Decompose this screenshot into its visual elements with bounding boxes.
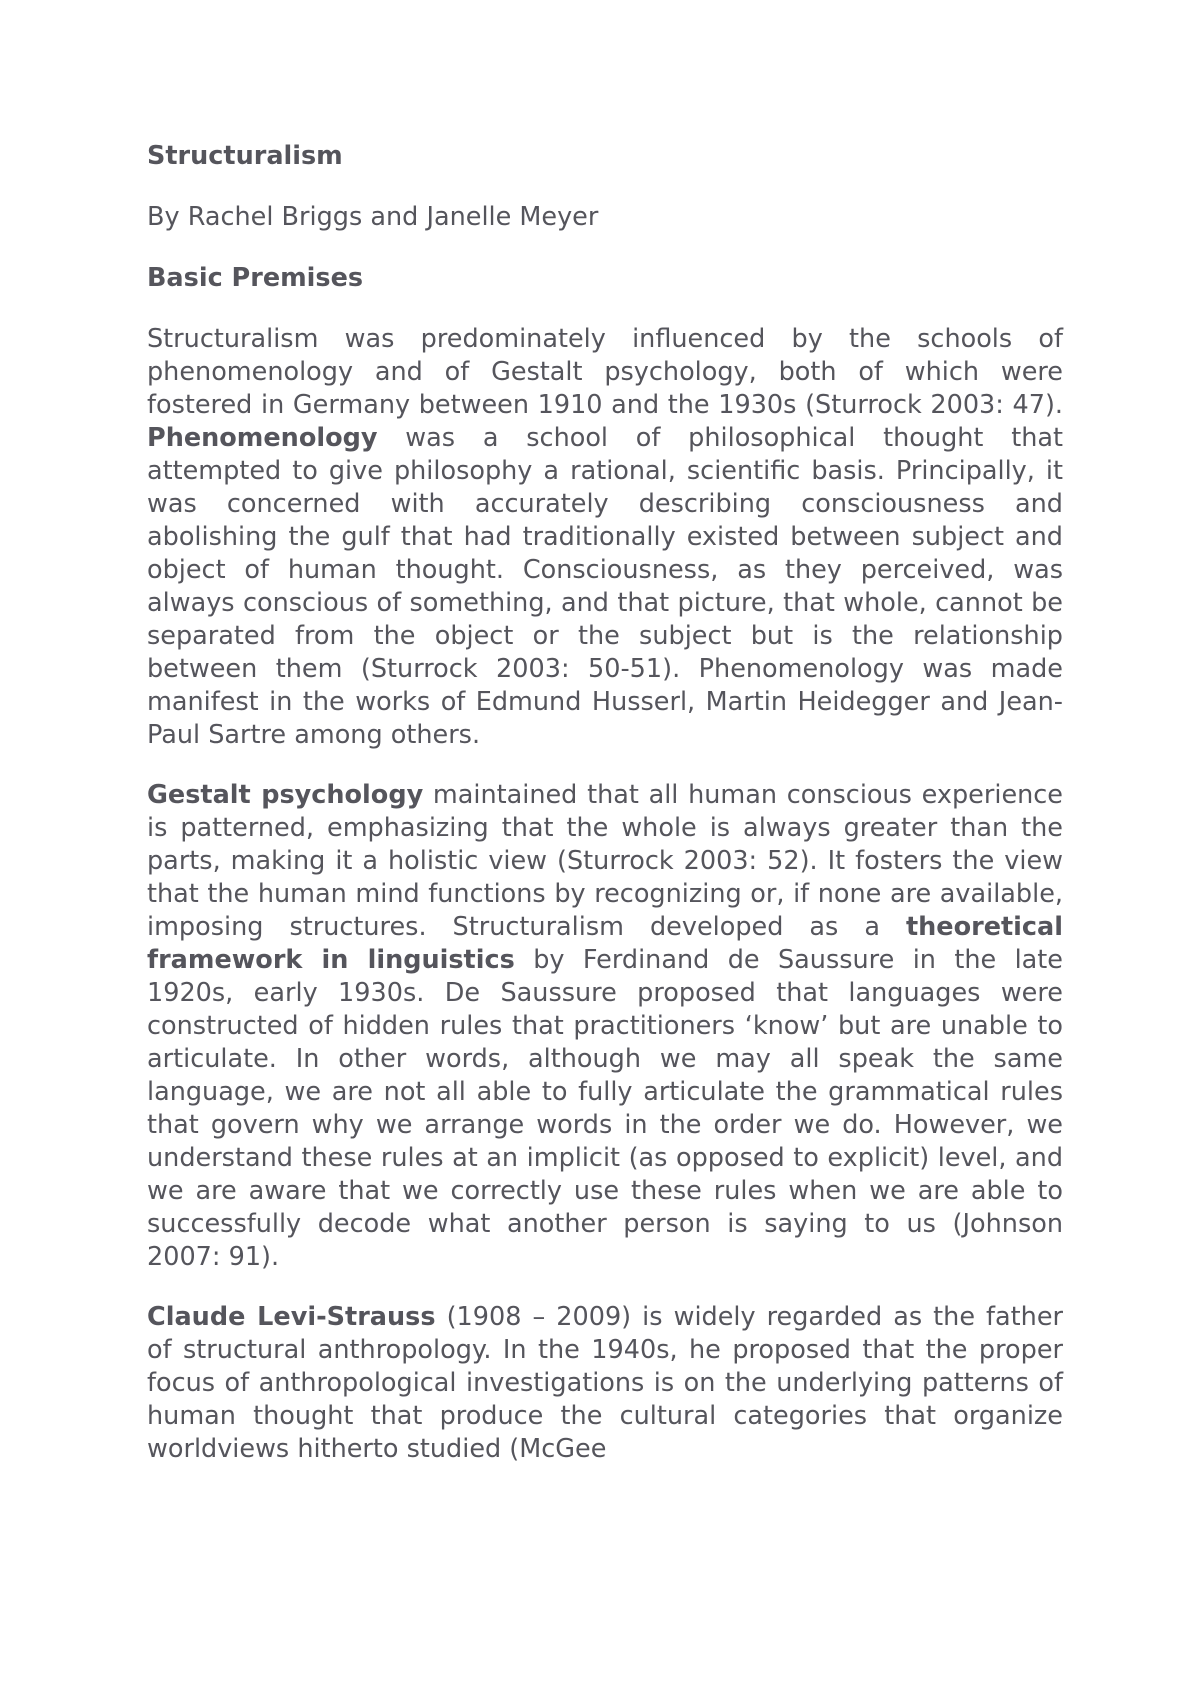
section-heading: Basic Premises: [147, 263, 364, 293]
bold-term-theoretical-framework: theoretical framework in linguistics: [147, 912, 1063, 975]
paragraph-gestalt: [147, 779, 1063, 1274]
document-byline: By Rachel Briggs and Janelle Meyer: [147, 202, 599, 232]
paragraph-levi-strauss: [147, 1301, 1063, 1466]
document-body: [147, 140, 1063, 1493]
paragraph-text: by Ferdinand de Saussure in the late 1920s, early 1930s. De Saussure proposed that languages were constructed of hidden rules that practitioners ‘know’ but are unable to articulate. In other words, although we may all speak the same language, we are not all able to fully articulate the grammatical rules that govern why we arrange words in the order we do. However, we understand these rules at an implicit (as opposed to explicit) level, and we are aware that we correctly use these rules when we are able to successfully decode what another person is saying to us (Johnson 2007: 91).: [147, 945, 1063, 1272]
bold-term-claude-levi-strauss: Claude Levi-Strauss: [147, 1302, 436, 1332]
paragraph-text: Structuralism was predominately influenced by the schools of phenomenology and of Gestalt psychology, both of which were fostered in Germany between 1910 and the 1930s (Sturrock 2003: 47).: [147, 324, 1063, 420]
bold-term-phenomenology: Phenomenology: [147, 423, 378, 453]
paragraph-text: maintained that all human conscious experience is patterned, emphasizing that the whole is always greater than the parts, making it a holistic view (Sturrock 2003: 52). It fosters the view that the human mind functions by recognizing or, if none are available, imposing structures. Structuralism developed as a: [147, 780, 1063, 942]
bold-term-gestalt-psychology: Gestalt psychology: [147, 780, 424, 810]
paragraph-phenomenology: [147, 323, 1063, 752]
paragraph-text: (1908 – 2009) is widely regarded as the father of structural anthropology. In the 1940s, he proposed that the proper focus of anthropological investigations is on the underlying patterns of human thought that produce the cultural categories that organize worldviews hitherto studied (McGee: [147, 1302, 1063, 1464]
paragraph-text: was a school of philosophical thought that attempted to give philosophy a rational, scientific basis. Principally, it was concerned with accurately describing consciousness and abolishing the gulf that had traditionally existed between subject and object of human thought. Consciousness, as they perceived, was always conscious of something, and that picture, that whole, cannot be separated from the object or the subject but is the relationship between them (Sturrock 2003: 50-51). Phenomenology was made manifest in the works of Edmund Husserl, Martin Heidegger and Jean-Paul Sartre among others.: [147, 423, 1063, 750]
document-title: Structuralism: [147, 141, 343, 171]
